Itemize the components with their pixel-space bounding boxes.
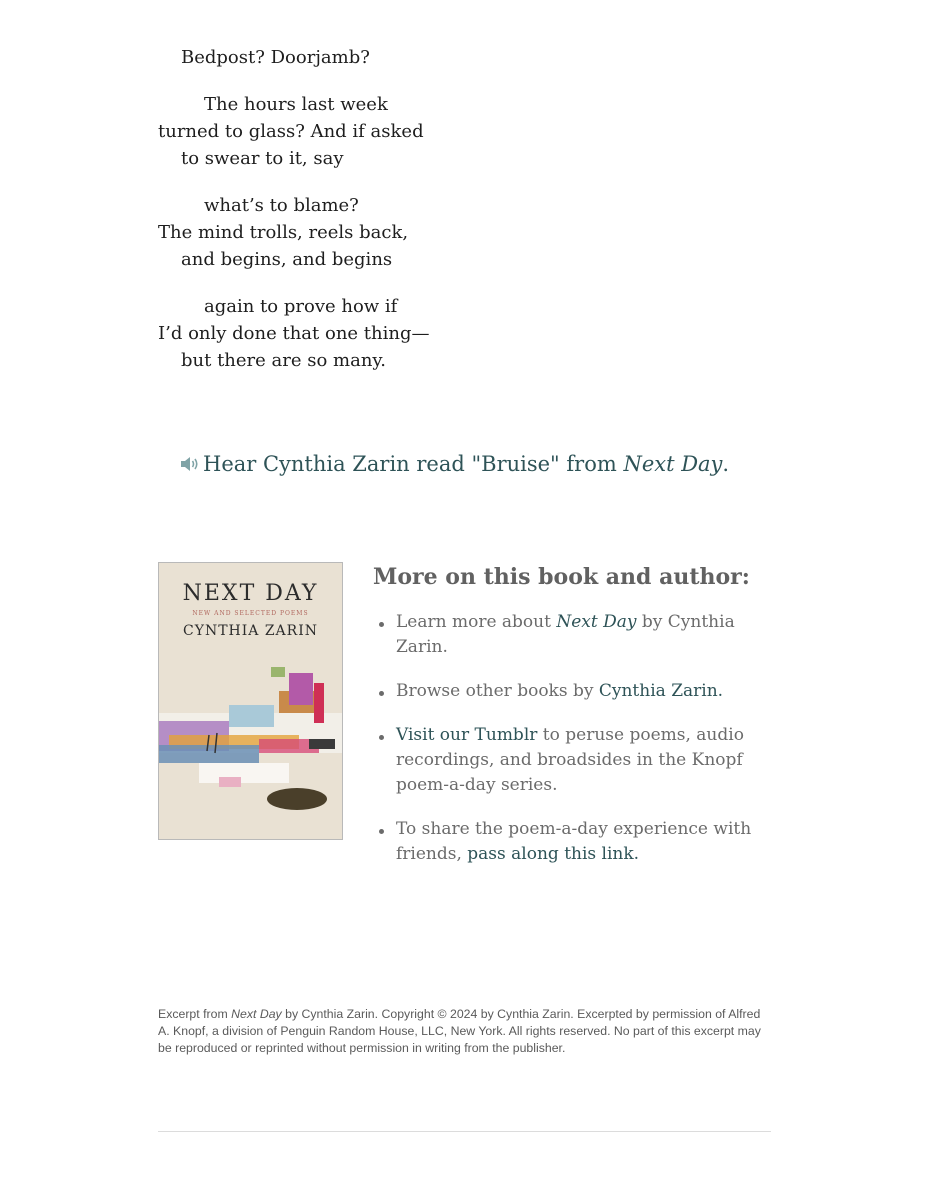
poem-line: turned to glass? And if asked: [158, 121, 424, 142]
list-item: Learn more about Next Day by Cynthia Zarin.: [396, 610, 773, 660]
poem-line: The mind trolls, reels back,: [158, 222, 409, 243]
poem-line: again to prove how if: [204, 296, 398, 317]
list-item: Browse other books by Cynthia Zarin.: [396, 679, 773, 704]
list-item: Visit our Tumblr to peruse poems, audio recordings, and broadsides in the Knopf poem-a-day series.: [396, 723, 773, 798]
speaker-icon[interactable]: [180, 453, 200, 469]
book-title: Next Day: [623, 452, 723, 476]
hear-reading-link[interactable]: Hear Cynthia Zarin read "Bruise" from Next Day: [203, 452, 723, 476]
poem-line: to swear to it, say: [181, 148, 344, 169]
book-link[interactable]: Next Day: [556, 612, 637, 632]
divider: [158, 1131, 771, 1132]
more-info-section: [373, 562, 773, 886]
poem-line: Bedpost? Doorjamb?: [181, 47, 370, 68]
cover-title: NEXT DAY: [182, 581, 319, 606]
more-info-list: [373, 610, 773, 867]
poem-line: I’d only done that one thing—: [158, 323, 430, 344]
more-info-heading: More on this book and author:: [373, 564, 750, 590]
copyright-notice: Excerpt from Next Day by Cynthia Zarin. Copyright © 2024 by Cynthia Zarin. Excerpted by permission of Alfred A. Knopf, a division of Penguin Random House, LLC, New York. All rights reserved. No part of this excerpt may be reproduced or reprinted without permission in writing from the publisher.: [158, 1007, 761, 1055]
cover-subtitle: NEW AND SELECTED POEMS: [192, 610, 309, 617]
poem-line: and begins, and begins: [181, 249, 393, 270]
cover-author: CYNTHIA ZARIN: [182, 623, 318, 639]
list-item: To share the poem-a-day experience with friends, pass along this link.: [396, 817, 773, 867]
book-cover[interactable]: [158, 562, 343, 840]
poem: [158, 44, 578, 374]
tumblr-link[interactable]: Visit our Tumblr: [396, 725, 538, 745]
poem-line: what’s to blame?: [204, 195, 359, 216]
share-link[interactable]: pass along this link.: [467, 844, 640, 864]
poem-line: but there are so many.: [181, 350, 386, 371]
audio-link-row: Hear Cynthia Zarin read "Bruise" from Next Day.: [180, 452, 729, 476]
poem-line: The hours last week: [204, 94, 388, 115]
author-link[interactable]: Cynthia Zarin.: [598, 681, 724, 701]
